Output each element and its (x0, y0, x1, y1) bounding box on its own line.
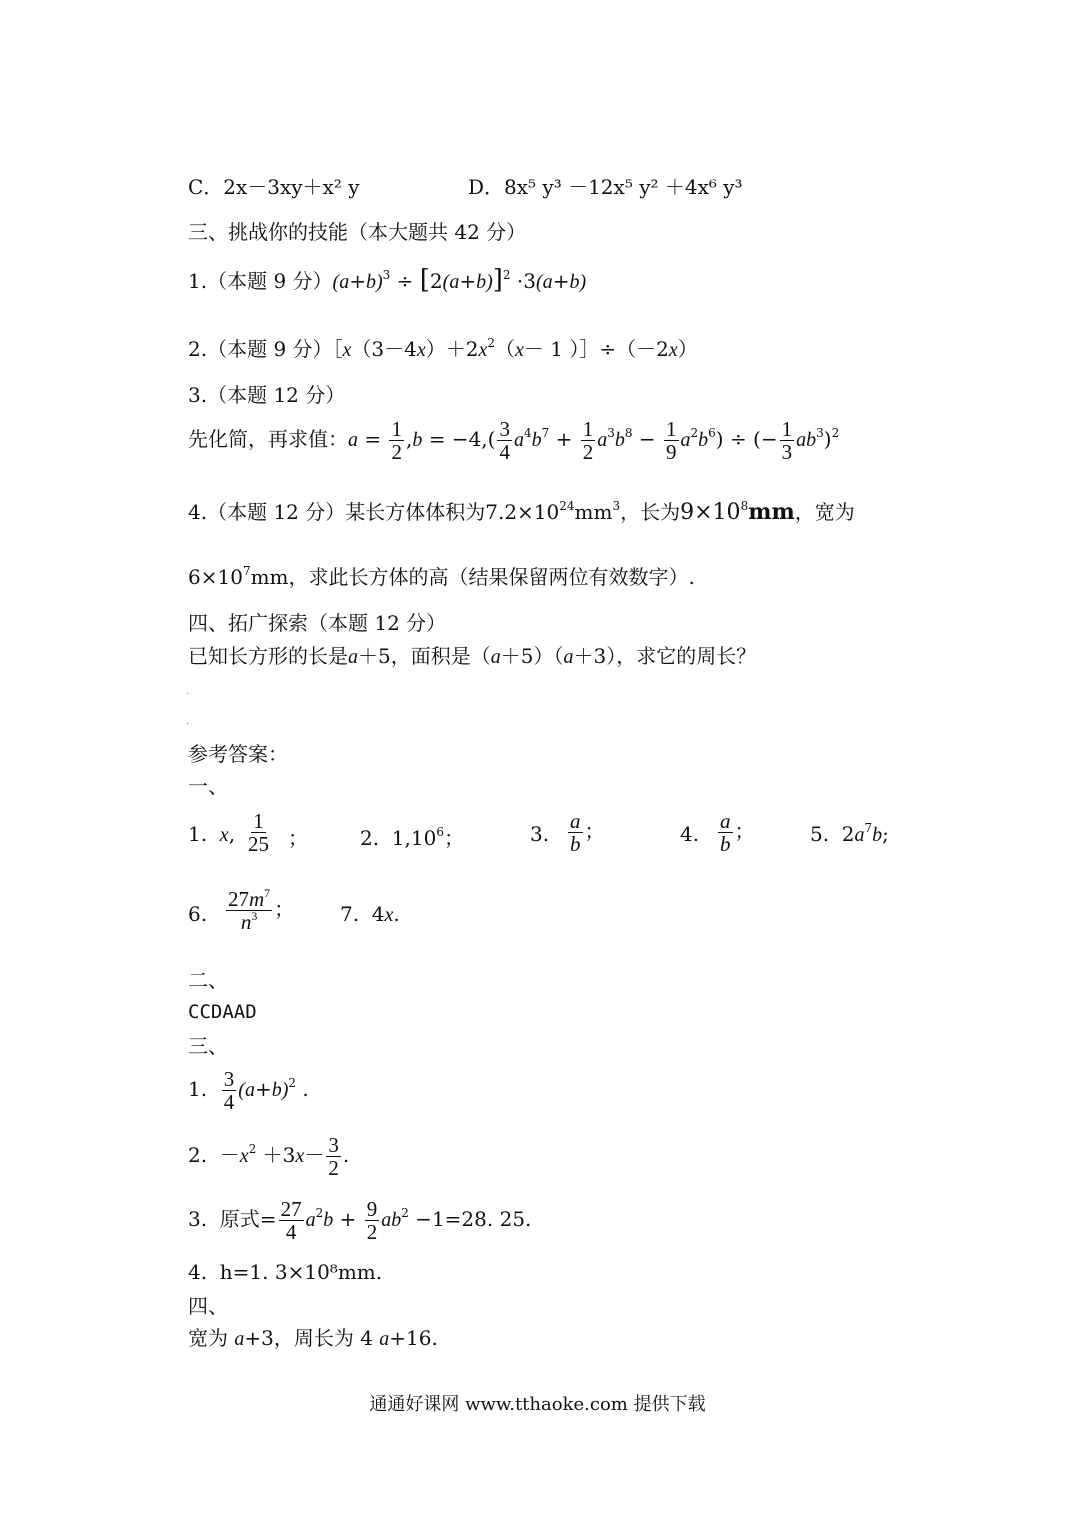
answers-section-3: 三、 (188, 1034, 228, 1058)
answers-section-4-text: 宽为 a+3，周长为 4 a+16. (188, 1326, 438, 1350)
answers-section-2: 二、 (188, 968, 228, 992)
answers-section-2-text: CCDAAD (188, 1001, 257, 1023)
stray-dot: . (186, 686, 190, 697)
problem-4-cont: $6\times 10^7mm$，求此长方体的高（结果保留两位有效数字）. (188, 564, 695, 589)
fraction: $\frac{1}{2}$ (582, 417, 594, 464)
fraction: $\frac{3}{4}$ (499, 417, 510, 464)
answer-3-2: 2. $-x^2 +3x-$ $\frac{3}{2}$ . (188, 1133, 350, 1180)
fraction: $\frac{1}{9}$ (666, 417, 677, 464)
fraction: $\frac{1}{25}$ (248, 809, 269, 856)
answers-section-4: 四、 (188, 1294, 228, 1318)
footer: 通通好课网 www.tthaoke.com 提供下载 (369, 1394, 706, 1415)
problem-1: 1.（本题 9 分）$(a+b)^3 \div [2(a+b)]^2 \cdot 3(a+b)$ (188, 265, 587, 295)
section-4-problem: 已知长方形的长是a＋5，面积是（a＋5）（a＋3），求它的周长？ (188, 644, 757, 668)
fraction: $\frac{a}{b}$ (570, 809, 581, 856)
fraction: $\frac{27m^7}{n^3}$ (228, 886, 271, 934)
fraction: $\frac{3}{2}$ (328, 1133, 339, 1180)
fraction: $\frac{1}{2}$ (391, 417, 402, 464)
option-d: D．8x⁵ y³ －12x⁵ y² ＋4x⁶ y³ (468, 175, 743, 199)
answers-section-1: 一、 (188, 774, 228, 798)
answers-title: 参考答案： (188, 742, 288, 766)
answer-3-1: 1. $\frac{3}{4}$ $(a+b)^2$ . (188, 1067, 309, 1114)
section-4-title: 四、拓广探索（本题 12 分） (188, 611, 447, 635)
answer-3-3: 3. 原式= $\frac{27}{4}$ $a^2b$ + $\frac{9}{2}$ $ab^2 -1=28$. 25. (188, 1197, 532, 1244)
fraction: $\frac{3}{4}$ (223, 1067, 235, 1114)
problem-4: 4.（本题 12 分）某长方体体积为$7.2\times 10^{24}mm^3$，长为$9\times 10^8mm$，宽为 (188, 499, 855, 525)
stray-dot: . (186, 716, 190, 727)
problem-2: 2.（本题 9 分）$[x(3-4x)+2x^2(x- 1$ ）］÷（－2x） (188, 336, 698, 361)
fraction: $\frac{a}{b}$ (720, 809, 731, 856)
problem-3-label: 3.（本题 12 分） (188, 383, 346, 407)
problem-3: 先化简，再求值：a = $\frac{1}{2}$ ,b = −4,( $\frac{3}{4}$ $a^4b^7$ + $\frac{1}{2}$ $a^3b^8$ − $\frac{1}{9}$ $a^2b^6$) ÷ (− $\frac{1}{3}$ $ab^3)^2$ (188, 417, 840, 464)
fraction: $\frac{9}{2}$ (366, 1197, 378, 1244)
fraction: $\frac{27}{4}$ (280, 1197, 302, 1244)
section-3-title: 三、挑战你的技能（本大题共 42 分） (188, 220, 527, 244)
answer-3-4: 4. h=1. 3×10⁸mm. (188, 1260, 383, 1284)
option-c: C．2x－3xy＋x² y (188, 175, 360, 199)
fraction: $\frac{1}{3}$ (781, 417, 793, 464)
